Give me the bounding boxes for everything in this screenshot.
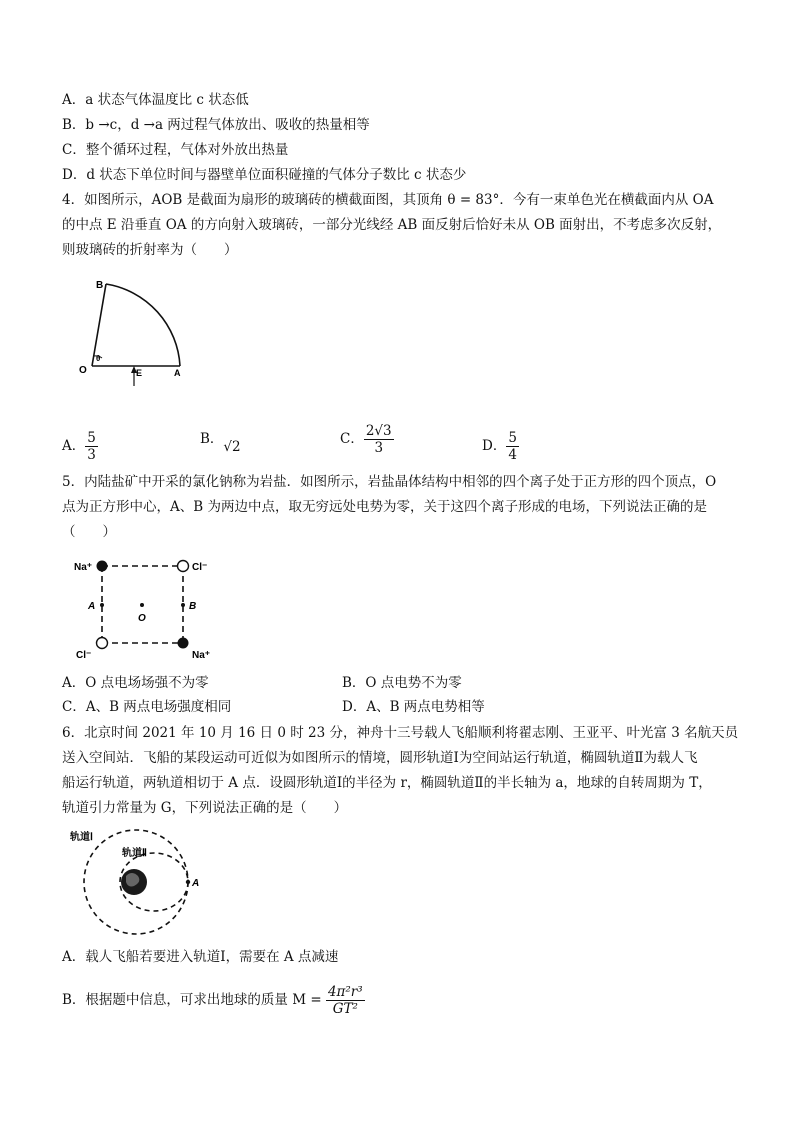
sector-figure xyxy=(70,272,195,392)
label-O: O xyxy=(138,613,146,624)
label-B: B xyxy=(96,280,104,291)
q3-option-d: D．d 状态下单位时间与器壁单位面积碰撞的气体分子数比 c 状态少 xyxy=(62,167,467,183)
label-na-top: Na⁺ xyxy=(74,562,93,573)
q4-stem-line3: 则玻璃砖的折射率为（ ） xyxy=(62,242,238,258)
label-A: A xyxy=(174,368,181,378)
q4-stem-line2: 的中点 E 沿垂直 OA 的方向射入玻璃砖，一部分光线经 AB 面反射后恰好未从 OB 面射出，不考虑多次反射， xyxy=(62,217,722,233)
q4-option-b: B．√2 xyxy=(200,431,241,455)
q6-stem-line2: 送入空间站．飞船的某段运动可近似为如图所示的情境，圆形轨道Ⅰ为空间站运行轨道，椭圆轨道Ⅱ为载人飞 xyxy=(62,750,698,766)
q6-stem-line4: 轨道引力常量为 G，下列说法正确的是（ ） xyxy=(62,800,348,816)
q5-option-a: A．O 点电场场强不为零 xyxy=(62,675,209,691)
label-cl-top: Cl⁻ xyxy=(192,562,208,573)
q4-option-c: C． $\frac{2√3}{3}$ xyxy=(340,423,392,456)
q3-option-b: B．b →c，d →a 两过程气体放出、吸收的热量相等 xyxy=(62,117,370,133)
q6-stem-line1: 6．北京时间 2021 年 10 月 16 日 0 时 23 分，神舟十三号载人飞船顺利将翟志刚、王亚平、叶光富 3 名航天员 xyxy=(62,725,739,741)
q5-option-c: C．A、B 两点电场强度相同 xyxy=(62,699,232,715)
q3-option-a: A．a 状态气体温度比 c 状态低 xyxy=(62,92,249,108)
q5-stem-line3: （ ） xyxy=(62,524,116,540)
q5-option-d: D．A、B 两点电势相等 xyxy=(342,699,485,715)
q3-option-c: C．整个循环过程，气体对外放出热量 xyxy=(62,142,289,158)
label-orbit-1: 轨道Ⅰ xyxy=(70,832,93,843)
label-A: A xyxy=(192,878,200,889)
label-na-bottom: Na⁺ xyxy=(192,650,211,661)
q5-stem-line1: 5．内陆盐矿中开采的氯化钠称为岩盐．如图所示，岩盐晶体结构中相邻的四个离子处于正方形的四个顶点，O xyxy=(62,474,717,490)
label-A: A xyxy=(88,601,96,612)
label-O: O xyxy=(79,365,87,376)
q4-stem-line1: 4．如图所示，AOB 是截面为扇形的玻璃砖的横截面图，其顶角 θ = 83°．今有一束单色光在横截面内从 OA xyxy=(62,192,714,208)
orbit-figure xyxy=(66,826,216,938)
label-theta: θ xyxy=(96,354,101,363)
q5-stem-line2: 点为正方形中心，A、B 为两边中点，取无穷远处电势为零，关于这四个离子形成的电场，下列说法正确的是 xyxy=(62,499,707,515)
label-E: E xyxy=(136,368,143,378)
label-orbit-2: 轨道Ⅱ xyxy=(122,848,147,859)
q6-stem-line3: 船运行轨道，两轨道相切于 A 点．设圆形轨道Ⅰ的半径为 r，椭圆轨道Ⅱ的半长轴为 a，地球的自转周期为 T， xyxy=(62,775,712,791)
q5-option-b: B．O 点电势不为零 xyxy=(342,675,462,691)
label-cl-bottom: Cl⁻ xyxy=(76,650,92,661)
salt-crystal-figure xyxy=(70,553,220,665)
label-B: B xyxy=(189,601,197,612)
q4-option-a: A． $\frac{5}{3}$ xyxy=(62,430,96,463)
q4-option-d: D． $\frac{5}{4}$ xyxy=(482,430,517,463)
q6-option-b: B．根据题中信息，可求出地球的质量 M = $\frac{\text{4π²r³}}{\text{GT²}}$ xyxy=(62,984,363,1017)
q6-option-a: A．载人飞船若要进入轨道Ⅰ，需要在 A 点减速 xyxy=(62,949,339,965)
